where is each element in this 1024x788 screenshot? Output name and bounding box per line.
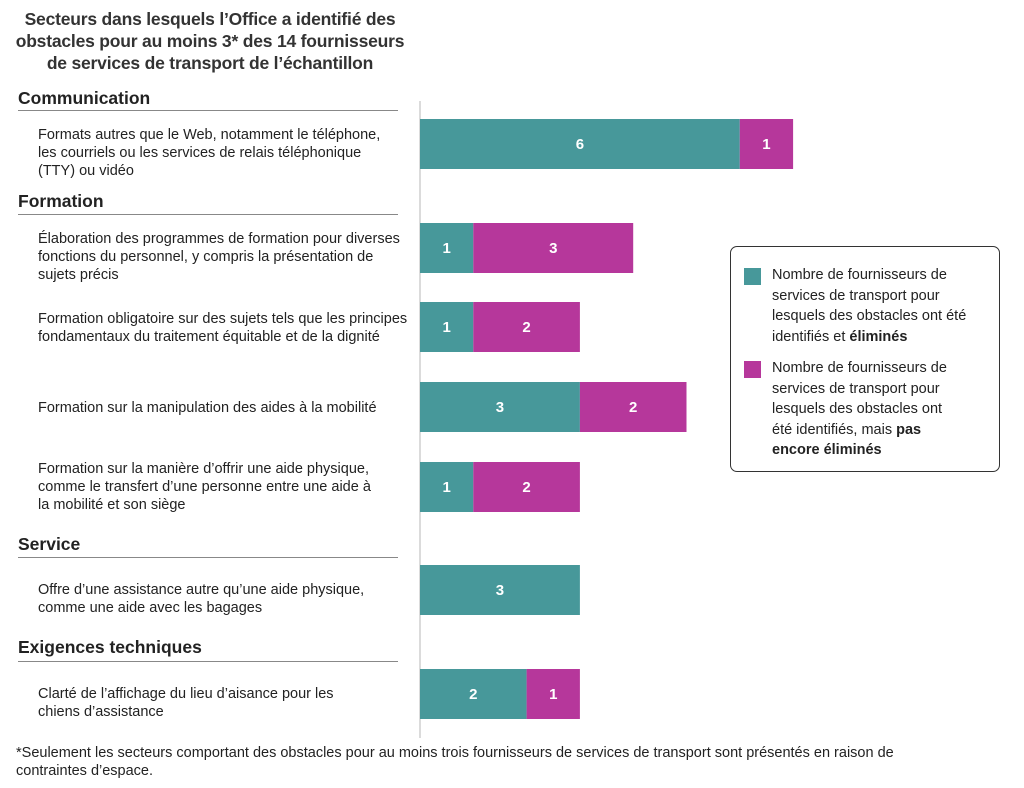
chart-title-line: de services de transport de l’échantillon [46, 53, 374, 73]
category-label-line: Élaboration des programmes de formation pour diverses [38, 231, 400, 247]
chart-title-line: Secteurs dans lesquels l’Office a identifié des [24, 9, 396, 29]
bar-value-label: 2 [522, 479, 531, 496]
legend-line: services de transport pour [772, 287, 940, 304]
legend-swatch-eliminated [744, 268, 761, 285]
category-label-line: Formation sur la manipulation des aides à la mobilité [38, 400, 377, 416]
category-label-line: (TTY) ou vidéo [38, 163, 134, 179]
legend-line: lesquels des obstacles ont [772, 401, 943, 417]
bar-value-label: 2 [629, 399, 638, 416]
category-label-line: fondamentaux du traitement équitable et de la dignité [38, 329, 380, 345]
legend-swatch-not-eliminated [744, 361, 761, 378]
category-label-line: chiens d’assistance [38, 704, 164, 720]
legend-line: services de transport pour [772, 380, 940, 397]
legend-line: lesquels des obstacles ont été [772, 308, 967, 324]
legend-line: encore éliminés [772, 442, 882, 458]
legend-line: identifiés et éliminés [772, 328, 908, 345]
category-label-line: Formats autres que le Web, notamment le téléphone, [38, 127, 381, 143]
category-label-line: la mobilité et son siège [38, 497, 186, 513]
bar-value-label: 1 [549, 686, 558, 703]
category-label-line: Clarté de l’affichage du lieu d’aisance pour les [38, 686, 334, 702]
chart-legend [730, 246, 1000, 472]
legend-label-eliminated [772, 265, 1004, 347]
bar-value-label: 2 [469, 686, 478, 703]
category-label-line: fonctions du personnel, y compris la présentation de [38, 249, 374, 265]
bar-value-label: 2 [522, 319, 531, 336]
section-header-communication: Communication [18, 88, 151, 108]
bar-value-label: 1 [442, 479, 451, 496]
bar-value-label: 6 [575, 136, 585, 153]
category-label-line: Formation sur la manière d’offrir une aide physique, [38, 461, 369, 477]
chart-title-line: obstacles pour au moins 3* des 14 fournisseurs [15, 31, 405, 51]
category-label-line: sujets précis [38, 267, 119, 283]
footnote-line: contraintes d’espace. [16, 763, 154, 779]
footnote-line: *Seulement les secteurs comportant des obstacles pour au moins trois fournisseurs de services de transport sont présentés en raison de [16, 745, 894, 761]
category-label-line: Offre d’une assistance autre qu’une aide physique, [38, 582, 365, 598]
legend-line: Nombre de fournisseurs de [772, 360, 947, 376]
category-label-line: comme une aide avec les bagages [38, 600, 263, 616]
bar-value-label: 3 [495, 399, 505, 416]
category-label-line: les courriels ou les services de relais téléphonique [38, 145, 362, 161]
legend-label-not-eliminated [772, 358, 1004, 461]
bar-value-label: 1 [442, 319, 451, 336]
legend-line: Nombre de fournisseurs de [772, 267, 947, 283]
section-header-exigences-techniques: Exigences techniques [18, 637, 202, 657]
bar-value-label: 3 [495, 582, 505, 599]
bar-value-label: 3 [549, 240, 558, 257]
bar-value-label: 1 [442, 240, 451, 257]
legend-line: été identifiés, mais pas [772, 421, 922, 438]
category-label-line: comme le transfert d’une personne entre une aide à [38, 479, 371, 495]
section-header-service: Service [18, 534, 81, 554]
category-label-line: Formation obligatoire sur des sujets tels que les principes [38, 311, 408, 327]
chart-footnote [16, 744, 1006, 780]
bar-value-label: 1 [762, 136, 771, 153]
section-header-formation: Formation [18, 191, 104, 211]
